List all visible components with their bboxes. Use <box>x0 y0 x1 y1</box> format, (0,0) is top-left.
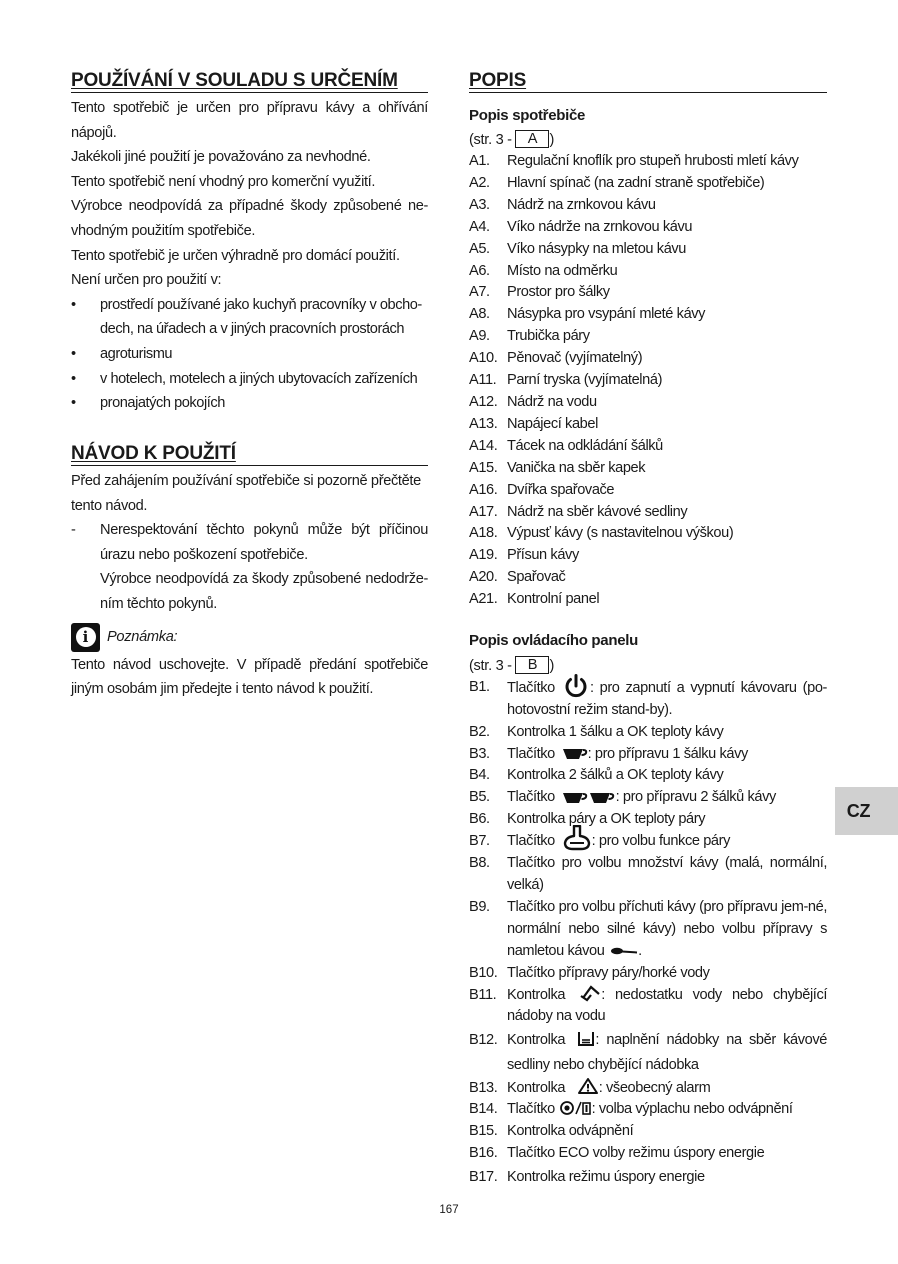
list-item <box>469 787 827 809</box>
page-number: 167 <box>439 1204 459 1216</box>
item-text: Kontrolka 2 šálků a OK teploty kávy <box>507 767 724 784</box>
list-item <box>469 151 827 173</box>
item-code: B14. <box>469 1101 498 1118</box>
list-item <box>469 195 827 217</box>
list-item <box>469 502 827 524</box>
paragraph: Tento spotřebič není vhodný pro komerční využití. <box>71 173 376 190</box>
item-text: Tlačítko : pro zapnutí a vypnutí kávovaru (po-hotovostní režim stand-by). <box>507 677 827 722</box>
item-code: B4. <box>469 767 490 784</box>
item-code: B6. <box>469 811 490 828</box>
list-item <box>469 414 827 436</box>
list-item <box>469 348 827 370</box>
item-code: B7. <box>469 833 490 850</box>
ref-box: A <box>515 130 549 148</box>
item-text: Trubička páry <box>507 328 590 345</box>
ref-box: B <box>515 656 549 674</box>
list-item <box>469 809 827 831</box>
item-code: A16. <box>469 481 498 498</box>
item-text: Kontrolní panel <box>507 591 600 608</box>
paragraph: Před zahájením používání spotřebiče si pozorně přečtěte tento návod. <box>71 473 421 514</box>
ref-prefix: (str. 3 - <box>469 658 512 674</box>
item-code: B8. <box>469 855 490 872</box>
list-item <box>469 326 827 348</box>
item-code: B13. <box>469 1079 498 1096</box>
list-item <box>469 831 827 853</box>
ref-suffix: ) <box>549 658 555 674</box>
item-text: Kontrolka režimu úspory energie <box>507 1169 705 1186</box>
list-item: • agroturismu <box>71 342 428 367</box>
item-text: Prostor pro šálky <box>507 284 610 301</box>
heading-control-panel: Popis ovládacího panelu <box>469 632 638 649</box>
list-item <box>469 963 827 985</box>
item-text: Víko násypky na mletou kávu <box>507 240 687 257</box>
item-code: B5. <box>469 789 490 806</box>
list-item <box>469 304 827 326</box>
item-text: Vanička na sběr kapek <box>507 459 646 476</box>
item-text: Nádrž na zrnkovou kávu <box>507 196 656 213</box>
item-text: Tlačítko : volba výplachu nebo odvápnění <box>507 1101 793 1118</box>
item-text: Nádrž na sběr kávové sedliny <box>507 503 688 520</box>
list-item <box>469 677 827 722</box>
item-code: A4. <box>469 218 490 235</box>
item-code: A14. <box>469 437 498 454</box>
item-code: A1. <box>469 153 490 169</box>
item-code: A17. <box>469 503 498 520</box>
list-item <box>469 217 827 239</box>
item-text: Kontrolka : nedostatku vody nebo chybějící nádoby na vodu <box>507 985 827 1029</box>
item-text: Tlačítko : pro přípravu 1 šálku kávy <box>507 745 748 762</box>
item-code: A20. <box>469 569 498 586</box>
paragraph: Tento spotřebič je určen výhradně pro domácí použití. <box>71 247 400 264</box>
paragraph: Výrobce neodpovídá za případné škody způsobené ne-vhodným použitím spotřebiče. <box>71 198 428 239</box>
item-code: A9. <box>469 328 490 345</box>
paragraph: Není určen pro použití v: <box>71 272 222 289</box>
list-item: • v hotelech, motelech a jiných ubytovacích zařízeních <box>71 367 428 392</box>
item-code: A15. <box>469 459 498 476</box>
list-item <box>469 1078 827 1100</box>
steam-icon <box>562 825 592 851</box>
item-text: Tlačítko : pro přípravu 2 šálků kávy <box>507 789 776 806</box>
section-control-panel <box>469 630 827 1190</box>
item-code: A13. <box>469 415 498 432</box>
heading-description: POPIS <box>469 70 827 93</box>
paragraph: Výrobce neodpovídá za škody způsobené nedodrže-ním těchto pokynů. <box>100 571 428 612</box>
item-code: B2. <box>469 723 490 740</box>
paragraph: Nerespektování těchto pokynů může být příčinou úrazu nebo poškození spotřebiče. <box>100 522 428 563</box>
item-text: Tlačítko pro volbu množství kávy (malá, normální, velká) <box>507 855 827 894</box>
item-text: Pěnovač (vyjímatelný) <box>507 350 643 367</box>
item-text: Tlačítko ECO volby režimu úspory energie <box>507 1145 765 1162</box>
rinse-descale-icon <box>560 1100 592 1116</box>
item-code: A10. <box>469 350 498 367</box>
item-text: Násypka pro vsypání mleté kávy <box>507 306 706 323</box>
heading-instructions: NÁVOD K POUŽITÍ <box>71 443 428 466</box>
dash-item <box>71 518 428 616</box>
language-tab <box>835 787 898 835</box>
list-item <box>469 985 827 1029</box>
ref-suffix: ) <box>549 132 555 148</box>
item-code: A18. <box>469 525 498 542</box>
item-code: A5. <box>469 240 490 257</box>
section-instructions <box>71 443 428 702</box>
list-item <box>469 1028 827 1077</box>
ref-prefix: (str. 3 - <box>469 132 512 148</box>
list-item <box>469 897 827 963</box>
list-item <box>469 370 827 392</box>
item-code: A3. <box>469 196 490 213</box>
item-text: Kontrolka : naplnění nádobky na sběr kávové sedliny nebo chybějící nádobka <box>507 1028 827 1077</box>
list-item <box>469 853 827 897</box>
item-code: A12. <box>469 393 498 410</box>
item-text: Místo na odměrku <box>507 262 618 279</box>
list-item <box>469 765 827 787</box>
item-text: Víko nádrže na zrnkovou kávu <box>507 218 693 235</box>
two-cups-icon <box>562 791 616 805</box>
power-icon <box>563 673 589 699</box>
section-description <box>469 70 827 611</box>
list-item <box>469 436 827 458</box>
list-item <box>469 1121 827 1143</box>
paragraph: Tento spotřebič je určen pro přípravu kávy a ohřívání nápojů. <box>71 100 428 141</box>
item-code: B3. <box>469 745 490 762</box>
alarm-icon <box>577 1077 599 1095</box>
item-text: Nádrž na vodu <box>507 393 597 410</box>
note-text: Tento návod uschovejte. V případě předání spotřebiče jiným osobám jim předejte i tento návod k použití. <box>71 656 428 698</box>
section-intended-use <box>71 70 428 416</box>
item-text: Kontrolka odvápnění <box>507 1123 634 1140</box>
item-text: Dvířka spařovače <box>507 481 615 498</box>
list-item <box>469 282 827 304</box>
list-item <box>469 480 827 502</box>
item-code: A8. <box>469 306 490 323</box>
item-code: A6. <box>469 262 490 279</box>
list-item <box>469 1165 827 1190</box>
dash-marker: - <box>71 522 76 539</box>
heading-intended-use: POUŽÍVÁNÍ V SOULADU S URČENÍM <box>71 70 428 93</box>
list-item <box>469 173 827 195</box>
list-item: • pronajatých pokojích <box>71 391 428 416</box>
item-code: A11. <box>469 372 497 389</box>
item-text: Tácek na odkládání šálků <box>507 437 663 454</box>
item-code: A19. <box>469 547 498 564</box>
item-code: B16. <box>469 1145 498 1162</box>
water-tank-icon <box>579 984 601 1002</box>
item-code: A2. <box>469 174 490 191</box>
item-code: A21. <box>469 591 498 608</box>
appliance-parts-list <box>469 151 827 611</box>
list-item <box>469 392 827 414</box>
ground-coffee-spoon-icon <box>610 946 638 956</box>
item-code: B17. <box>469 1169 498 1186</box>
bullet-list <box>71 293 428 416</box>
note <box>71 623 428 652</box>
item-code: B10. <box>469 964 498 981</box>
list-item <box>469 567 827 589</box>
item-text: Kontrolka 1 šálku a OK teploty kávy <box>507 723 724 740</box>
item-text: Tlačítko : pro volbu funkce páry <box>507 831 827 853</box>
list-item <box>469 458 827 480</box>
list-item <box>469 744 827 766</box>
item-text: Parní tryska (vyjímatelná) <box>507 372 663 389</box>
item-text: Hlavní spínač (na zadní straně spotřebiče) <box>507 174 765 191</box>
item-text: Výpusť kávy (s nastavitelnou výškou) <box>507 525 734 542</box>
item-code: A7. <box>469 284 490 301</box>
list-item <box>469 1099 827 1121</box>
language-tab-label: CZ <box>846 800 871 821</box>
item-text: Tlačítko pro volbu příchuti kávy (pro přípravu jem-né, normální nebo silné kávy) nebo volbu přípravy s namletou kávou . <box>507 898 827 959</box>
item-text: Spařovač <box>507 569 566 586</box>
item-code: B9. <box>469 898 490 915</box>
list-item: • prostředí používané jako kuchyň pracovníky v obcho-dech, na úřadech a v jiných pracovních prostorách <box>71 293 428 342</box>
note-label: Poznámka: <box>107 629 178 646</box>
item-code: B12. <box>469 1032 498 1049</box>
list-item <box>469 261 827 283</box>
figure-reference <box>469 655 827 677</box>
one-cup-icon <box>562 747 588 761</box>
item-code: B15. <box>469 1123 498 1140</box>
list-item <box>469 523 827 545</box>
item-text: Kontrolka : všeobecný alarm <box>507 1078 827 1100</box>
item-code: B1. <box>469 679 490 695</box>
heading-appliance-description: Popis spotřebiče <box>469 107 586 124</box>
control-panel-list <box>469 677 827 1190</box>
item-text: Kontrolka páry a OK teploty páry <box>507 811 706 828</box>
list-item <box>469 239 827 261</box>
list-item <box>469 1143 827 1165</box>
item-code: B11. <box>469 986 497 1003</box>
list-item <box>469 589 827 611</box>
info-icon: i <box>71 623 100 652</box>
paragraph: Jakékoli jiné použití je považováno za nevhodné. <box>71 149 371 166</box>
list-item <box>469 722 827 744</box>
figure-reference <box>469 129 827 151</box>
item-text: Přísun kávy <box>507 547 579 564</box>
item-text: Napájecí kabel <box>507 415 598 432</box>
grounds-container-icon <box>577 1030 595 1048</box>
item-text: Tlačítko přípravy páry/horké vody <box>507 964 710 981</box>
list-item <box>469 545 827 567</box>
item-text: Regulační knoflík pro stupeň hrubosti mletí kávy <box>507 153 799 169</box>
